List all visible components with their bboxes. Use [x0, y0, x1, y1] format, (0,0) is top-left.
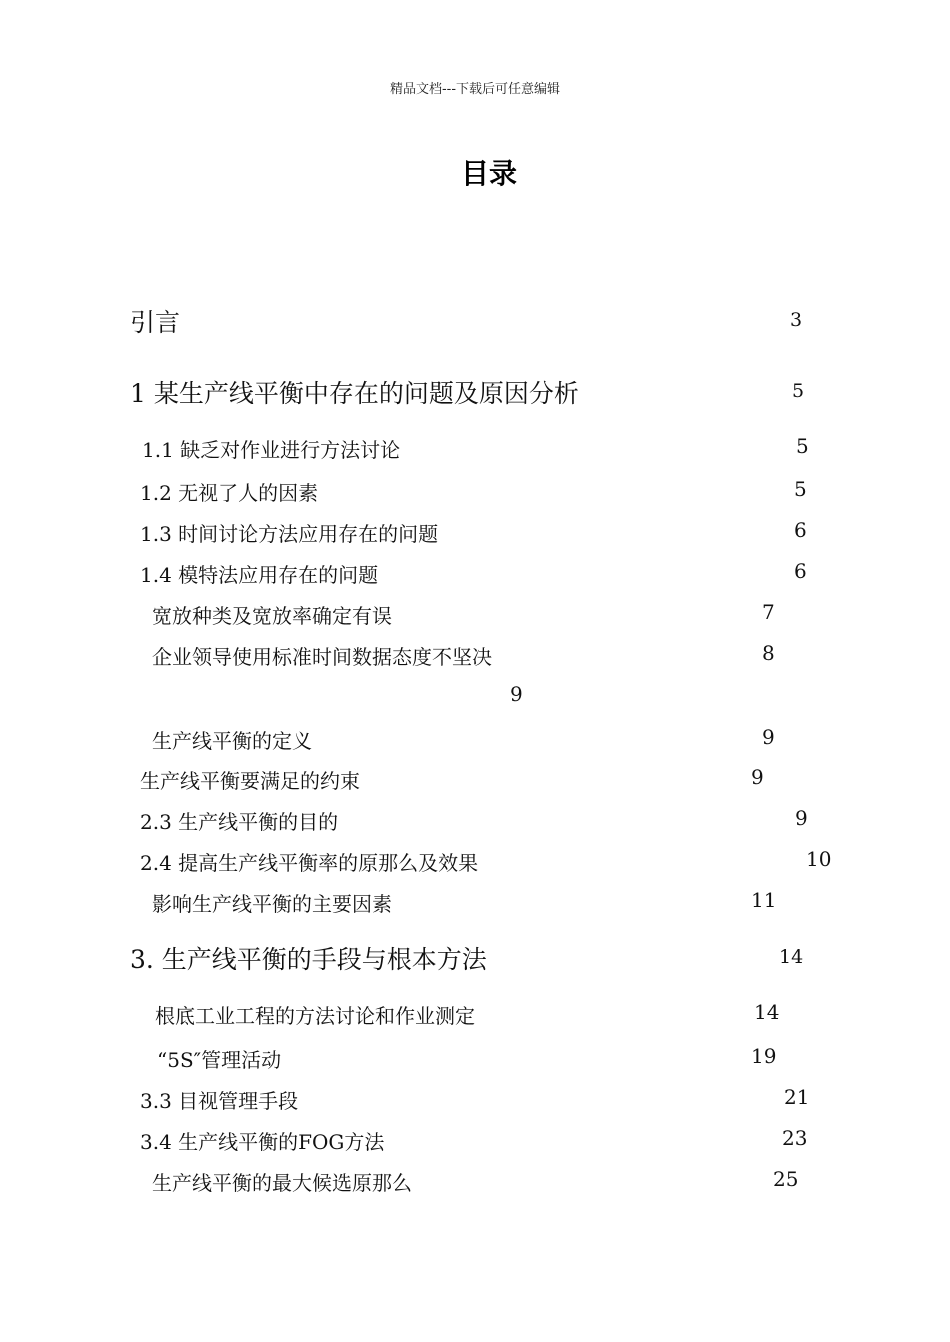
toc-entry-page: 5: [794, 477, 807, 501]
toc-entry-title: 3.3 目视管理手段: [140, 1089, 299, 1113]
toc-entry-title: 生产线平衡的最大候选原那么: [152, 1171, 412, 1195]
toc-entry-title: 1.3 时间讨论方法应用存在的问题: [140, 522, 439, 546]
toc-entry-title: 3. 生产线平衡的手段与根本方法: [130, 945, 487, 974]
toc-entry-title: 生产线平衡要满足的约束: [140, 769, 360, 793]
toc-entry-page: 11: [751, 888, 777, 912]
toc-entry-title: 影响生产线平衡的主要因素: [152, 892, 392, 916]
page-title: 目录: [460, 157, 517, 190]
toc-entry-title: 宽放种类及宽放率确定有误: [152, 604, 392, 628]
toc-entry-title: 2.4 提高生产线平衡率的原那么及效果: [140, 851, 479, 875]
toc-entry-title: 企业领导使用标准时间数据态度不坚决: [152, 645, 492, 669]
toc-entry-page: 9: [510, 682, 523, 706]
toc-entry-title: 1.1 缺乏对作业进行方法讨论: [142, 438, 401, 462]
toc-entry-page: 5: [792, 380, 805, 402]
toc-entry-title: 3.4 生产线平衡的FOG方法: [140, 1130, 385, 1154]
toc-entry-page: 9: [762, 725, 775, 749]
toc-entry-page: 6: [794, 518, 807, 542]
toc-entry-page: 3: [790, 309, 803, 331]
toc-entry-page: 6: [794, 559, 807, 583]
toc-entry-title: 生产线平衡的定义: [152, 729, 312, 753]
toc-entry-page: 25: [773, 1167, 799, 1191]
toc-entry-page: 8: [762, 641, 775, 665]
toc-entry-page: 19: [751, 1044, 777, 1068]
toc-entry-title: 2.3 生产线平衡的目的: [140, 810, 339, 834]
toc-entry-page: 14: [779, 946, 804, 968]
toc-entry-title: “5S″管理活动: [157, 1048, 282, 1072]
toc-entry-title: 1.2 无视了人的因素: [140, 481, 319, 505]
toc-entry-page: 5: [796, 434, 809, 458]
header-note: 精品文档---下载后可任意编辑: [389, 82, 561, 97]
toc-entry-title: 引言: [130, 308, 181, 337]
toc-entry-title: 1.4 模特法应用存在的问题: [140, 563, 379, 587]
toc-entry-page: 9: [751, 765, 764, 789]
toc-entry-page: 7: [762, 600, 775, 624]
toc-entry-page: 9: [795, 806, 808, 830]
toc-entry-title: 1 某生产线平衡中存在的问题及原因分析: [130, 379, 579, 408]
toc-entry-page: 10: [806, 847, 832, 871]
toc-entry-page: 23: [782, 1126, 808, 1150]
toc-entry-page: 14: [754, 1000, 780, 1024]
toc-entry-page: 21: [784, 1085, 810, 1109]
toc-entry-title: 根底工业工程的方法讨论和作业测定: [155, 1004, 475, 1028]
